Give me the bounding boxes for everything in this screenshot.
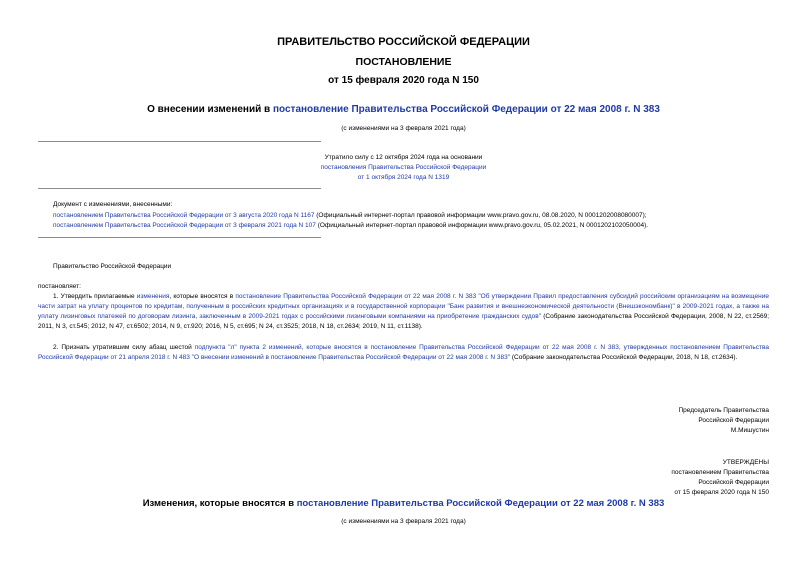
amendment-source: (Официальный интернет-портал правовой информации www.pravo.gov.ru, 08.08.2020, N 0001202008080007);	[314, 212, 647, 219]
paragraph-1-text: , которые вносятся в	[169, 293, 236, 300]
signature-title: Председатель Правительства	[678, 407, 769, 414]
title-link-383[interactable]: постановление Правительства Российской Федерации от 22 мая 2008 г. N 383	[272, 104, 660, 115]
approved-country: Российской Федерации	[698, 479, 769, 486]
expiry-link-date[interactable]: от 1 октября 2024 года N 1319	[357, 174, 450, 181]
signature-country: Российской Федерации	[698, 417, 769, 424]
document-title-prefix: О внесении изменений в	[147, 104, 273, 115]
changes-revision-note: (с изменениями на 3 февраля 2021 года)	[341, 518, 466, 525]
changes-title-link-383[interactable]: постановление Правительства Российской Федерации от 22 мая 2008 г. N 383	[296, 498, 665, 509]
approved-date: от 15 февраля 2020 года N 150	[674, 489, 769, 496]
amendment-source: (Официальный интернет-портал правовой информации www.pravo.gov.ru, 05.02.2021, N 0001202102050004).	[315, 222, 649, 229]
signature-block	[678, 406, 769, 436]
amendments-label: Документ с изменениями, внесенными:	[53, 201, 173, 208]
decree-383-link[interactable]: постановление Правительства Российской Федерации от 22 мая 2008 г. N 383 "Об утверждении Правил предоставления субсидий российским организациям на возмещение части затрат на уплату процентов по кредитам, полученным в российских кредитных организациях и в государственной корпорации "Банк развития и внешнеэкономической деятельности (Внешэкономбанк)" в 2009-2021 годах, а также на уплату лизинговых платежей по договорам лизинга, заключенным в 2009-2021 годах с российскими лизинговыми компаниями на приобретение гражданских судов"	[38, 293, 769, 320]
amendment-item	[53, 221, 648, 231]
signature-name: М.Мишустин	[730, 427, 769, 434]
paragraph-2-sources: (Собрание законодательства Российской Федерации, 2018, N 18, ст.2634).	[510, 354, 738, 361]
amendment-item	[53, 211, 647, 221]
changes-title	[0, 498, 807, 509]
changes-title-prefix: Изменения, которые вносятся в	[142, 498, 297, 509]
divider	[38, 237, 321, 238]
changes-link[interactable]: изменения	[136, 293, 170, 300]
paragraph-2	[38, 343, 769, 363]
divider	[38, 141, 321, 142]
decides-line: постановляет:	[38, 283, 81, 290]
paragraph-2-intro: 2. Признать утратившим силу абзац шестой	[53, 344, 195, 351]
government-line: Правительство Российской Федерации	[53, 263, 172, 270]
amendment-link-107[interactable]: постановлением Правительства Российской Федерации от 3 февраля 2021 года N 107	[53, 222, 316, 229]
expiry-notice	[0, 153, 807, 183]
divider	[38, 188, 321, 189]
revision-note: (с изменениями на 3 февраля 2021 года)	[341, 125, 466, 132]
document-date: от 15 февраля 2020 года N 150	[328, 75, 479, 86]
amendment-link-1167[interactable]: постановлением Правительства Российской Федерации от 3 августа 2020 года N 1167	[53, 212, 315, 219]
expiry-link-decree[interactable]: постановления Правительства Российской Федерации	[320, 164, 487, 171]
document-title	[0, 104, 807, 115]
paragraph-1-sources: (Собрание законодательства Российской Федерации, 2008, N 22, ст.2569; 2011, N 3, ст.545; 2012, N 47, ст.6502; 2014, N 9, ст.920; 2016, N 5, ст.695; N 24, ст.3525; 2018, N 18, ст.2634; 2019, N 11, ст.1138).	[38, 313, 769, 330]
expiry-line-1: Утратило силу с 12 октября 2024 года на основании	[324, 154, 483, 161]
subparagraph-link[interactable]: подпункта "л" пункта 2 изменений, которые вносятся в постановление Правительства Российской Федерации от 22 мая 2008 г. N 383, утвержденных постановлением Правительства Российской Федерации от 21 апреля 2018 г. N 483 "О внесении изменений в постановление Правительства Российской Федерации от 22 мая 2008 г. N 383"	[38, 344, 770, 361]
paragraph-1-intro: 1. Утвердить прилагаемые	[53, 293, 137, 300]
approved-by: постановлением Правительства	[671, 469, 769, 476]
approved-label: УТВЕРЖДЕНЫ	[722, 459, 769, 466]
paragraph-1	[38, 292, 769, 332]
document-type: ПОСТАНОВЛЕНИЕ	[355, 56, 452, 68]
issuing-authority: ПРАВИТЕЛЬСТВО РОССИЙСКОЙ ФЕДЕРАЦИИ	[277, 36, 530, 48]
approval-block	[671, 458, 769, 498]
